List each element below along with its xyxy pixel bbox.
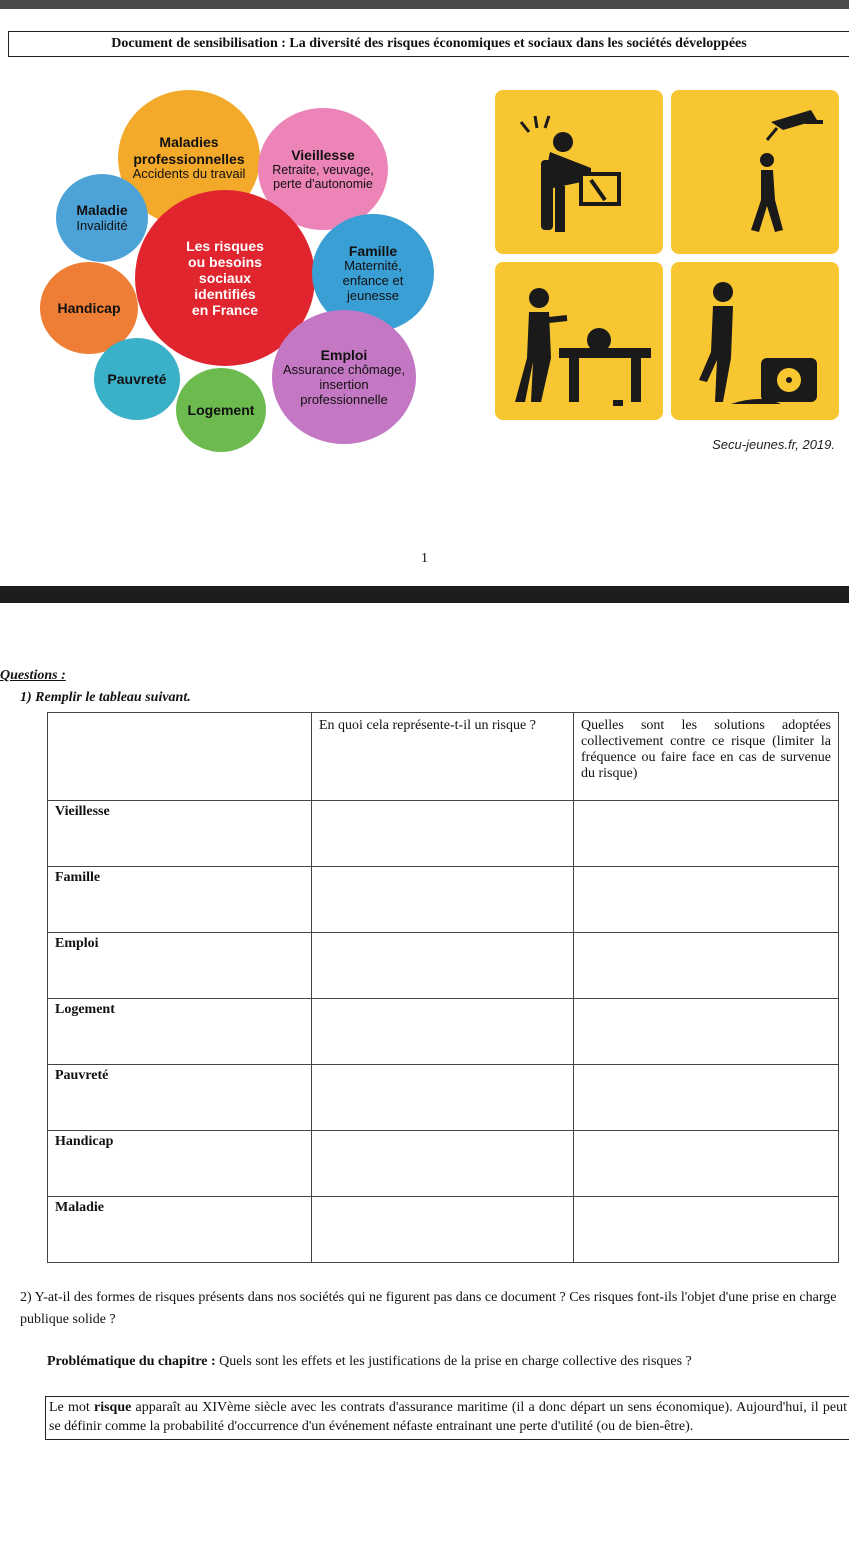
chapter-problematic	[47, 1354, 847, 1370]
image-credit: Secu-jeunes.fr, 2019.	[712, 437, 835, 452]
table-row	[48, 1131, 839, 1197]
bubble-maladie	[56, 174, 148, 262]
answer-cell-risk[interactable]	[312, 801, 574, 867]
answer-cell-risk[interactable]	[312, 867, 574, 933]
definition-after: apparaît au XIVème siècle avec les contrats d'assurance maritime (il a donc départ un sens économique). Aujourd'hui, il peut se définir comme la probabilité d'occurrence d'un événement néfaste entrainant une perte d'utilité (ou de bien-être).	[49, 1400, 848, 1434]
radioactive-spill-icon	[671, 262, 839, 420]
bubble-title: Logement	[187, 401, 255, 418]
table-row	[48, 867, 839, 933]
answer-cell-solutions[interactable]	[574, 1197, 839, 1263]
questions-heading: Questions :	[0, 668, 66, 683]
answer-cell-risk[interactable]	[312, 999, 574, 1065]
bubble-pauvrete	[94, 338, 180, 420]
bubble-subtitle: Invalidité	[76, 217, 128, 233]
workplace-safety-illustrations	[495, 62, 849, 462]
bubble-emploi	[272, 310, 416, 444]
answer-cell-risk[interactable]	[312, 933, 574, 999]
answer-cell-solutions[interactable]	[574, 801, 839, 867]
page-number: 1	[421, 551, 428, 566]
answer-cell-solutions[interactable]	[574, 933, 839, 999]
panel-falling-object	[671, 90, 839, 254]
panel-lifting-box	[495, 90, 663, 254]
table-row	[48, 999, 839, 1065]
bubble-title: Handicap	[57, 299, 121, 316]
center-line: en France	[191, 302, 259, 319]
center-line: identifiés	[194, 286, 256, 303]
center-line: Les risques	[186, 237, 264, 254]
bubble-title: Pauvreté	[107, 370, 167, 387]
answer-cell-solutions[interactable]	[574, 867, 839, 933]
answer-cell-solutions[interactable]	[574, 1065, 839, 1131]
worker-lifting-box-icon	[495, 90, 663, 254]
definition-word: risque	[93, 1400, 132, 1415]
table-row	[48, 801, 839, 867]
risks-table	[47, 712, 839, 1263]
table-row	[48, 1065, 839, 1131]
question-2: 2) Y-at-il des formes de risques présents dans nos sociétés qui ne figurent pas dans ce document ? Ces risques font-ils l'objet d'une prise en charge publique solide ?	[20, 1290, 837, 1327]
bubble-subtitle: Accidents du travail	[132, 165, 246, 181]
bubble-subtitle: Assurance chômage, insertion professionnelle	[282, 361, 406, 407]
bubble-logement	[176, 368, 266, 452]
header-col1: En quoi cela représente-t-il un risque ?	[312, 713, 574, 801]
bubble-title: Famille	[348, 242, 398, 259]
page-separator	[0, 586, 849, 603]
falling-object-icon	[671, 90, 839, 254]
panel-radioactive-spill	[671, 262, 839, 420]
table-header-row	[48, 713, 839, 801]
answer-cell-risk[interactable]	[312, 1197, 574, 1263]
bubble-title: Vieillesse	[291, 146, 355, 163]
answer-cell-solutions[interactable]	[574, 1131, 839, 1197]
row-label: Maladie	[48, 1197, 312, 1263]
header-empty-cell	[48, 713, 312, 801]
table-row	[48, 933, 839, 999]
bubble-subtitle: Retraite, veuvage, perte d'autonomie	[272, 162, 374, 192]
row-label: Famille	[48, 867, 312, 933]
bubble-title: Maladie	[76, 202, 128, 219]
header-col2: Quelles sont les solutions adoptées collectivement contre ce risque (limiter la fréquence ou faire face en cas de survenue du risque)	[574, 713, 839, 801]
definition-before: Le mot	[49, 1400, 94, 1415]
answer-cell-risk[interactable]	[312, 1131, 574, 1197]
center-line: sociaux	[198, 269, 252, 286]
row-label: Emploi	[48, 933, 312, 999]
panel-saw-injury	[495, 262, 663, 420]
row-label: Logement	[48, 999, 312, 1065]
top-edge-bar	[0, 0, 849, 9]
center-line: ou besoins	[188, 253, 262, 270]
problematic-text: Quels sont les effets et les justifications de la prise en charge collective des risques ?	[215, 1354, 692, 1369]
document-title: Document de sensibilisation : La diversité des risques économiques et sociaux dans les sociétés développées	[8, 31, 849, 57]
saw-injury-icon	[495, 262, 663, 420]
bubble-subtitle: Maternité, enfance et jeunesse	[342, 257, 404, 303]
question-1: 1) Remplir le tableau suivant.	[20, 690, 191, 705]
problematic-label: Problématique du chapitre :	[47, 1354, 216, 1369]
table-row	[48, 1197, 839, 1263]
bubble-title: Maladies professionnelles	[133, 134, 245, 167]
answer-cell-solutions[interactable]	[574, 999, 839, 1065]
risks-bubble-diagram	[0, 62, 495, 462]
risk-definition-box	[45, 1396, 849, 1440]
row-label: Handicap	[48, 1131, 312, 1197]
bubble-title: Emploi	[320, 346, 368, 363]
row-label: Pauvreté	[48, 1065, 312, 1131]
answer-cell-risk[interactable]	[312, 1065, 574, 1131]
row-label: Vieillesse	[48, 801, 312, 867]
